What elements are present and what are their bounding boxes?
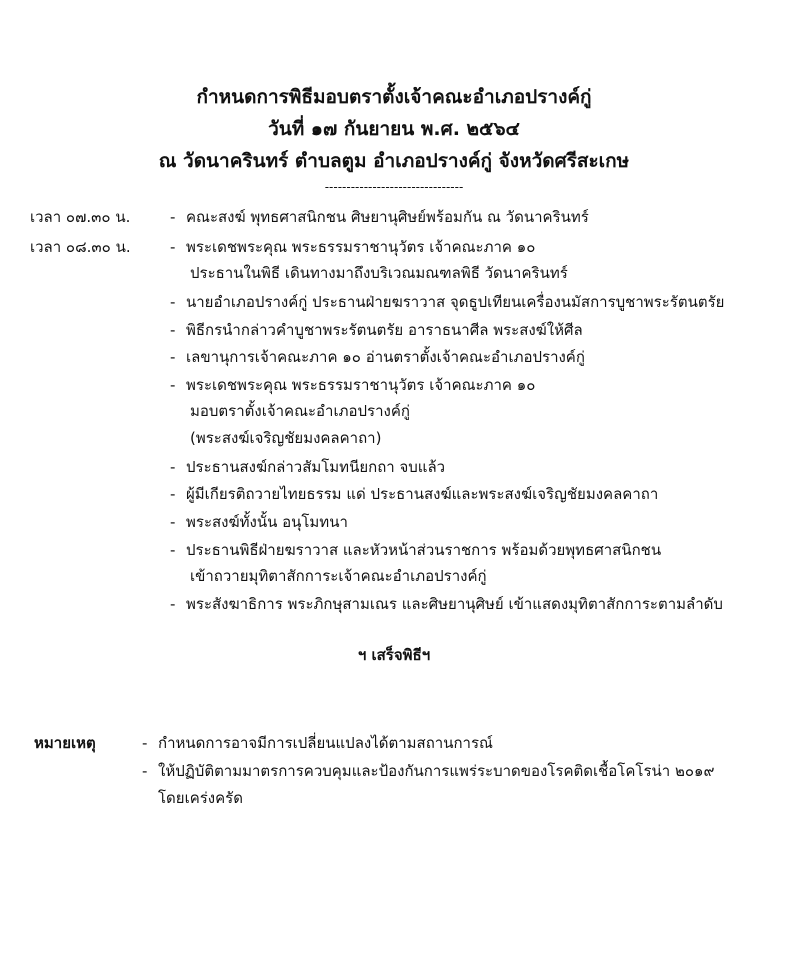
- bullet-dash: -: [170, 513, 176, 531]
- schedule-item-line: ประธานในพิธี เดินทางมาถึงบริเวณมณฑลพิธี วัดนาครินทร์: [190, 264, 568, 282]
- title-line-1: กำหนดการพิธีมอบตราตั้งเจ้าคณะอำเภอปรางค์กู่: [196, 86, 592, 108]
- schedule-item-line: ประธานสงฆ์กล่าวสัมโมทนียกถา จบแล้ว: [186, 458, 446, 476]
- bullet-dash: -: [170, 595, 176, 613]
- schedule-item-line: นายอำเภอปรางค์กู่ ประธานฝ่ายฆราวาส จุดธูปเทียนเครื่องนมัสการบูชาพระรัตนตรัย: [186, 293, 725, 311]
- bullet-dash: -: [142, 734, 148, 752]
- schedule-item-line: เลขานุการเจ้าคณะภาค ๑๐ อ่านตราตั้งเจ้าคณะอำเภอปรางค์กู่: [186, 348, 585, 366]
- schedule-item-line: ผู้มีเกียรติถวายไทยธรรม แด่ ประธานสงฆ์และพระสงฆ์เจริญชัยมงคลคาถา: [186, 485, 659, 503]
- notes-label: หมายเหตุ: [34, 734, 96, 752]
- bullet-dash: -: [170, 458, 176, 476]
- bullet-dash: -: [170, 293, 176, 311]
- bullet-dash: -: [170, 208, 176, 226]
- title-line-3: ณ วัดนาครินทร์ ตำบลตูม อำเภอปรางค์กู่ จังหวัดศรีสะเกษ: [158, 150, 630, 172]
- schedule-item-line: มอบตราตั้งเจ้าคณะอำเภอปรางค์กู่: [190, 402, 410, 420]
- note-item-line: กำหนดการอาจมีการเปลี่ยนแปลงได้ตามสถานการณ์: [158, 734, 493, 752]
- bullet-dash: -: [170, 485, 176, 503]
- title-line-2: วันที่ ๑๗ กันยายน พ.ศ. ๒๕๖๔: [268, 118, 520, 140]
- schedule-item-line: พระสงฆ์ทั้งนั้น อนุโมทนา: [186, 513, 348, 531]
- bullet-dash: -: [142, 762, 148, 780]
- title-divider: --------------------------------: [324, 180, 464, 194]
- bullet-dash: -: [170, 321, 176, 339]
- schedule-time: เวลา ๐๘.๓๐ น.: [30, 238, 131, 256]
- closing-text: ฯ เสร็จพิธีฯ: [357, 646, 431, 664]
- schedule-time: เวลา ๐๗.๓๐ น.: [30, 208, 131, 226]
- bullet-dash: -: [170, 541, 176, 559]
- bullet-dash: -: [170, 238, 176, 256]
- note-item-line: ให้ปฏิบัติตามมาตรการควบคุมและป้องกันการแพร่ระบาดของโรคติดเชื้อโคโรน่า ๒๐๑๙: [158, 762, 715, 780]
- bullet-dash: -: [170, 376, 176, 394]
- schedule-item-line: ประธานพิธีฝ่ายฆราวาส และหัวหน้าส่วนราชการ พร้อมด้วยพุทธศาสนิกชน: [186, 541, 662, 559]
- bullet-dash: -: [170, 348, 176, 366]
- schedule-item-line: พระเดชพระคุณ พระธรรมราชานุวัตร เจ้าคณะภาค ๑๐: [186, 238, 536, 256]
- schedule-item-line: คณะสงฆ์ พุทธศาสนิกชน ศิษยานุศิษย์พร้อมกัน ณ วัดนาครินทร์: [186, 208, 589, 226]
- schedule-item-line: พิธีกรนำกล่าวคำบูชาพระรัตนตรัย อาราธนาศีล พระสงฆ์ให้ศีล: [186, 321, 583, 339]
- schedule-item-line: พระเดชพระคุณ พระธรรมราชานุวัตร เจ้าคณะภาค ๑๐: [186, 376, 536, 394]
- schedule-item-line: (พระสงฆ์เจริญชัยมงคลคาถา): [190, 429, 382, 447]
- note-item-line: โดยเคร่งครัด: [158, 789, 243, 807]
- schedule-item-line: เข้าถวายมุทิตาสักการะเจ้าคณะอำเภอปรางค์กู่: [190, 567, 487, 585]
- schedule-item-line: พระสังฆาธิการ พระภิกษุสามเณร และศิษยานุศิษย์ เข้าแสดงมุทิตาสักการะตามลำดับ: [186, 595, 723, 613]
